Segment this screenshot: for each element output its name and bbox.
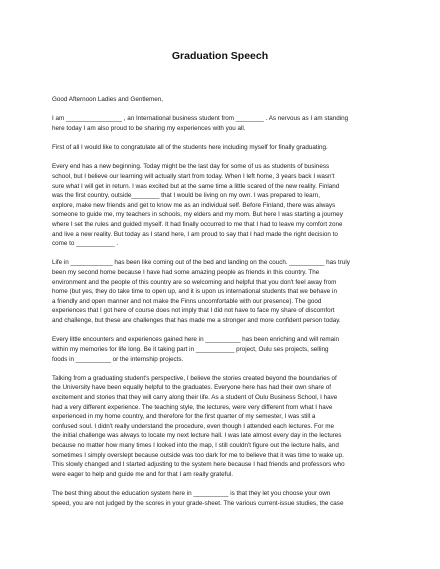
paragraph — [52, 258, 390, 325]
paragraph — [52, 374, 390, 480]
text-line: environment and the people of this country are so welcoming and helpful that you don't feel away from — [52, 278, 337, 286]
text-line: here today I am also proud to be sharing my experiences with you all. — [52, 124, 246, 132]
text-line: someone to guide me, my teachers in schools, my elders and my mom. But here I was starting a journey — [52, 211, 343, 219]
text-line: foods in __________ or the internship projects. — [52, 355, 184, 363]
text-line: First of all I would like to congratulate all of the students here including myself for finally graduating. — [52, 144, 328, 152]
text-line: because no matter how many times I looked into the map, I still couldn't figure out the lecture halls, and — [52, 441, 339, 449]
text-line: The best thing about the education system here in __________ is that they let you choose your own — [52, 490, 331, 497]
text-line: Good Afternoon Ladies and Gentlemen, — [52, 96, 163, 103]
text-line: a friendly and open manner and not make the Finns uncomfortable with our presence). The good — [52, 297, 322, 305]
text-line: the initial challenge was always to locate my next lecture hall. I was late almost every day in the lectures — [52, 432, 342, 440]
text-line: experiences that I got here of course does not imply that I did not have to face my share of discomfort — [52, 307, 335, 315]
paragraph — [52, 114, 390, 133]
document-title: Graduation Speech — [171, 50, 269, 62]
text-line: experienced in my home country, and therefore for the first quarter of my semester, I was still a — [52, 413, 316, 421]
text-line: excitement and stories that they will carry along their life. As a student of Oulu Business School, I have — [52, 393, 338, 401]
text-line: confused soul. I didn't really understand the procedure, even though I attended each lectures. For me — [52, 422, 334, 430]
paragraph — [52, 95, 390, 105]
text-line: the University have been equally helpful to the graduates. Everyone here has had their own share of — [52, 384, 331, 392]
text-line: and challenge, but these are challenges that has made me a stronger and more confident person today. — [52, 317, 341, 325]
text-line: been my second home because I have had some amazing people as friends in this country. The — [52, 269, 320, 277]
text-line: speed, you are not judged by the scores in your grade-sheet. The various current-issue studies, the case — [52, 499, 344, 507]
text-line: was the first country, outside________ that I would be living on my own. I was prepared to learn, — [52, 192, 321, 200]
text-line: I am ________________ , an International business student from ________ . As nervous as I am standing — [52, 115, 349, 123]
paragraph — [52, 335, 390, 364]
paragraph — [52, 162, 390, 248]
text-line: home (but yes, they do take time to open up, and it is upon us international students that we behave in — [52, 288, 337, 296]
text-line: had a very different experience. The teaching style, the lectures, were very different from what I have — [52, 403, 333, 411]
document-body — [52, 95, 390, 518]
text-line: Talking from a graduating student's perspective, I believe the stories created beyond the boundaries of — [52, 374, 337, 382]
text-line: come to ___________ . — [52, 240, 119, 248]
text-line: Life in ____________ has been like coming out of the bed and landing on the couch. __________ has truly — [52, 259, 350, 267]
text-line: were eager to help and guide me and for that I am really grateful. — [52, 470, 233, 478]
text-line: and live a new reality. But today as I stand here, I am proud to say that I had made the right decision to — [52, 230, 338, 238]
text-line: sometimes I simply overslept because outside was too dark for me to believe that it was time to wake up. — [52, 451, 344, 459]
text-line: within my memories for life long. Be it taking part in ___________ project, Oulu ses projects, selling — [52, 345, 329, 353]
paragraph — [52, 489, 390, 508]
text-line: explore, make new friends and get to know me as an individual self. Before Finland, there was always — [52, 201, 336, 209]
text-line: where I set the rules and guided myself. It had finally occurred to me that I had to leave my comfort zone — [52, 221, 343, 228]
text-line: Every end has a new beginning. Today might be the last day for some of us as students of business — [52, 163, 330, 171]
text-line: This slowly changed and I started adjusting to the system here because I had friends and professors who — [52, 461, 345, 469]
text-line: sure what I will get in return. I was excited but at the same time a little scared of the new reality. Finland — [52, 182, 340, 190]
text-line: Every little encounters and experiences gained here in __________ has been enriching and will remain — [52, 336, 340, 344]
text-line: school, but I believe our learning will actually start from today. When I left home, 3 years back I wasn't — [52, 173, 335, 181]
paragraph — [52, 143, 390, 153]
